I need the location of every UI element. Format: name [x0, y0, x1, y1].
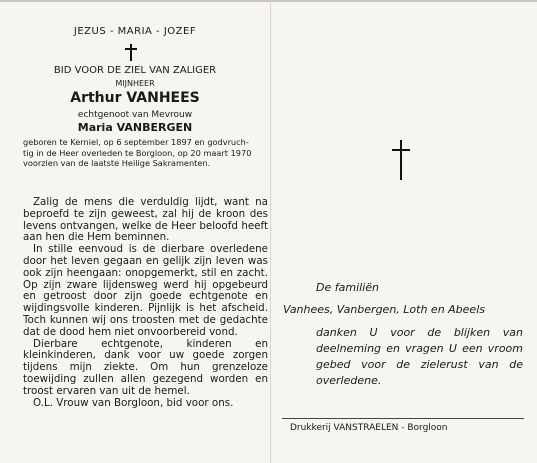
prayer-line: BID VOOR DE ZIEL VAN ZALIGER: [53, 65, 217, 76]
family-label: De familiën: [316, 281, 379, 294]
spouse-last-name: VANBERGEN: [116, 121, 193, 134]
spouse-name: [0, 121, 270, 134]
divider: [282, 418, 524, 419]
paragraph: Dierbare echtgenote, kinderen en kleinkinderen, dank voor uw goede zorgen tijdens mijn ziekte. Om hun grenzeloze toewijding zullen allen gezegend worden en troost ervaren van uit de hemel.: [23, 337, 268, 397]
deceased-last-name: VANHEES: [126, 90, 200, 106]
family-names: Vanhees, Vanbergen, Loth en Abeels: [283, 303, 485, 316]
biography: [23, 137, 263, 169]
cross-icon: [125, 44, 137, 61]
holy-names: JEZUS - MARIA - JOZEF: [73, 26, 197, 37]
paragraph: Zalig de mens die verduldig lijdt, want na beproefd te zijn geweest, zal hij de kroon des levens ontvangen, welke de Heer beloofd heeft aan hen die Hem beminnen.: [23, 196, 268, 244]
memorial-text: [23, 197, 268, 409]
paragraph: O.L. Vrouw van Borgloon, bid voor ons.: [33, 396, 234, 409]
spouse-first-name: Maria: [77, 121, 113, 134]
deceased-name: [0, 90, 270, 106]
bio-line: voorzien van de laatste Heilige Sakramenten.: [23, 158, 211, 168]
bio-line: geboren te Kerniel, op 6 september 1897 en godvruch-: [23, 137, 249, 147]
printer-credit: Drukkerij VANSTRAELEN - Borgloon: [290, 423, 448, 433]
paragraph: In stille eenvoud is de dierbare overledene door het leven gegaan en gelijk zijn leven was ook zijn heengaan: onopgemerkt, stil en zacht. Op zijn zware lijdensweg werd hij opgebeurd en getroost door zijn goede echtgenote en wijdingsvolle kinderen. Pijnlijk is het afscheid. Toch kunnen wij ons troosten met de gedachte dat de dood hem niet onvoorbereid vond.: [23, 243, 268, 338]
bio-line: tig in de Heer overleden te Borgloon, op 20 maart 1970: [23, 147, 252, 158]
thanks-text: danken U voor de blijken van deelneming en vragen U een vroom gebed voor de zielerust van de overledene.: [316, 326, 523, 387]
title-prefix: MIJNHEER: [115, 79, 155, 88]
deceased-first-name: Arthur: [70, 90, 122, 106]
large-cross-icon: [392, 140, 410, 180]
spouse-label: echtgenoot van Mevrouw: [77, 110, 193, 120]
card-fold: [270, 0, 271, 463]
